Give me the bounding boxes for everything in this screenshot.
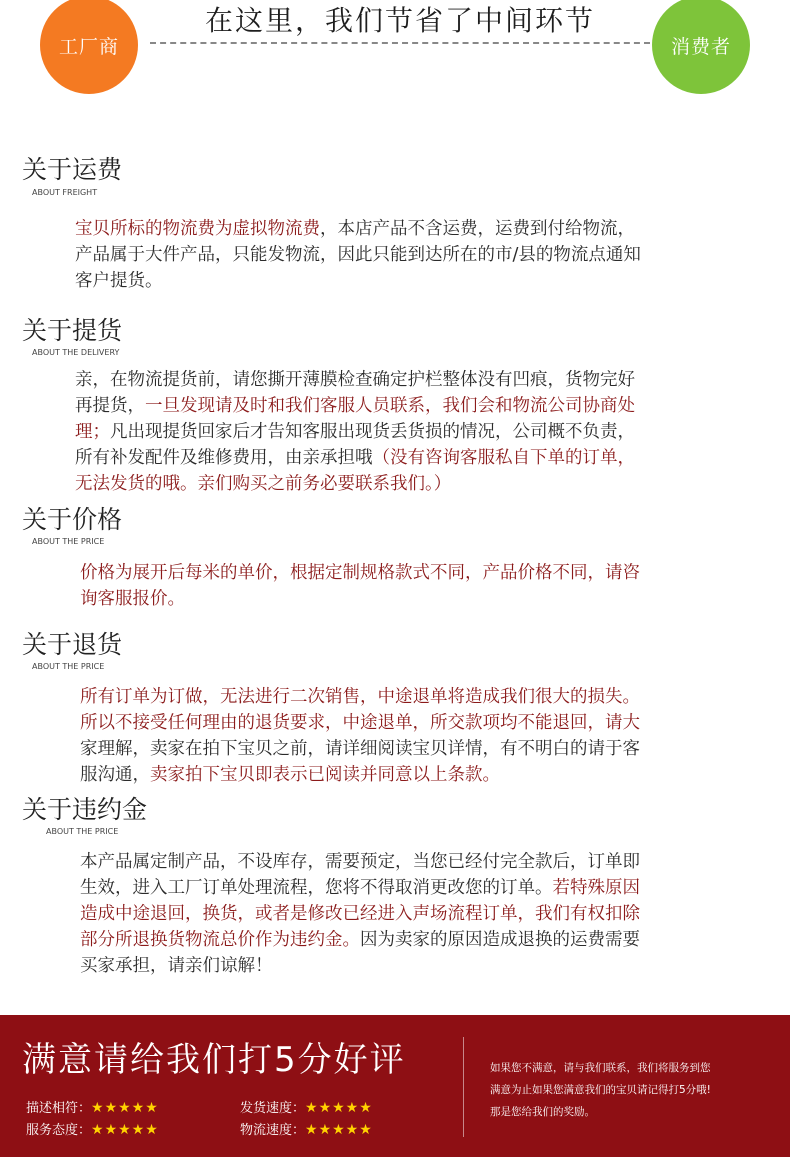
text-red: 造成中途退回，换货，或者是修改已经进入声场流程订单，我们有权扣除	[80, 904, 640, 924]
text-red: 所有订单为订做，无法进行二次销售，中途退单将造成我们很大的损失。	[80, 687, 640, 707]
rating-description	[26, 1097, 159, 1120]
section-body	[80, 849, 770, 979]
text: 生效，进入工厂订单处理流程，您将不得取消更改您的订单。	[80, 878, 553, 898]
note-line: 如果您不满意，请与我们联系，我们将服务到您	[490, 1062, 711, 1074]
star-icon: ★★★★★	[305, 1122, 373, 1138]
slogan: 在这里，我们节省了中间环节	[204, 4, 595, 37]
section-body	[75, 367, 765, 497]
section-subtitle: ABOUT THE PRICE	[32, 662, 105, 671]
dashed-connector	[150, 42, 650, 44]
text: 买家承担，请亲们谅解！	[80, 956, 273, 976]
section-title: 关于退货	[22, 630, 123, 659]
section-subtitle: ABOUT FREIGHT	[32, 188, 98, 197]
text-red: 一旦发现请及时和我们客服人员联系，我们会和物流公司协商处	[145, 396, 635, 416]
text: 客户提货。	[75, 271, 163, 291]
text-red: 价格为展开后每米的单价，根据定制规格款式不同，产品价格不同，请咨	[80, 563, 640, 583]
factory-badge	[40, 0, 138, 94]
text: 凡出现提货回家后才告知客服出现货丢货损的情况，公司概不负责，	[110, 422, 635, 442]
star-icon: ★★★★★	[91, 1122, 159, 1138]
text: 所有补发配件及维修费用，由亲承担哦	[75, 448, 373, 468]
consumer-label: 消费者	[670, 35, 731, 58]
rating-label: 描述相符：	[26, 1101, 92, 1116]
section-title: 关于价格	[22, 505, 123, 534]
text-red: 所以不接受任何理由的退货要求，中途退单，所交款项均不能退回，请大	[80, 713, 640, 733]
section-body	[80, 684, 770, 788]
text-red: 询客服报价。	[80, 589, 185, 609]
section-subtitle: ABOUT THE PRICE	[46, 827, 119, 836]
note-line: 那是您给我们的奖励。	[490, 1106, 595, 1118]
section-title: 关于提货	[22, 316, 123, 345]
section-title: 关于违约金	[22, 795, 148, 824]
rating-shipping-speed	[240, 1097, 373, 1120]
text-red: （没有咨询客服私自下单的订单，	[372, 448, 635, 468]
text: 家理解，卖家在拍下宝贝之前，请详细阅读宝贝详情，有不明白的请于客	[80, 739, 640, 759]
divider	[463, 1037, 464, 1137]
star-icon: ★★★★★	[305, 1100, 373, 1116]
text: ，本店产品不含运费，运费到付给物流，	[320, 219, 635, 239]
text-red: 部分所退换货物流总价作为违约金。	[80, 930, 360, 950]
text: 本产品属定制产品，不设库存，需要预定，当您已经付完全款后，订单即	[80, 852, 640, 872]
consumer-badge	[652, 0, 750, 94]
section-title: 关于运费	[22, 155, 123, 184]
section-subtitle: ABOUT THE PRICE	[32, 537, 105, 546]
text-red: 卖家拍下宝贝即表示已阅读并同意以上条款。	[150, 765, 500, 785]
star-icon: ★★★★★	[91, 1100, 159, 1116]
rating-label: 发货速度：	[240, 1101, 306, 1116]
rating-service	[26, 1119, 159, 1142]
note-line: 满意为止如果您满意我们的宝贝请记得打5分哦!	[490, 1084, 711, 1096]
text: 产品属于大件产品，只能发物流，因此只能到达所在的市/县的物流点通知	[75, 245, 641, 265]
rating-logistics-speed	[240, 1119, 373, 1142]
review-headline: 满意请给我们打5分好评	[22, 1040, 406, 1080]
text: 服沟通，	[80, 765, 150, 785]
text-red: 理；	[75, 422, 110, 442]
text-red: 宝贝所标的物流费为虚拟物流费	[75, 219, 320, 239]
review-note	[490, 1057, 780, 1123]
rating-label: 物流速度：	[240, 1123, 306, 1138]
factory-label: 工厂商	[58, 35, 119, 58]
rating-label: 服务态度：	[26, 1123, 92, 1138]
section-body	[80, 560, 770, 612]
text: 因为卖家的原因造成退换的运费需要	[360, 930, 640, 950]
section-subtitle: ABOUT THE DELIVERY	[32, 348, 120, 357]
text: 亲，在物流提货前，请您撕开薄膜检查确定护栏整体没有凹痕，货物完好	[75, 370, 635, 390]
review-banner	[0, 1015, 790, 1157]
text: 再提货，	[75, 396, 145, 416]
text-red: 若特殊原因	[552, 878, 640, 898]
section-body	[75, 216, 765, 294]
text-red: 无法发货的哦。亲们购买之前务必要联系我们。）	[75, 474, 452, 494]
